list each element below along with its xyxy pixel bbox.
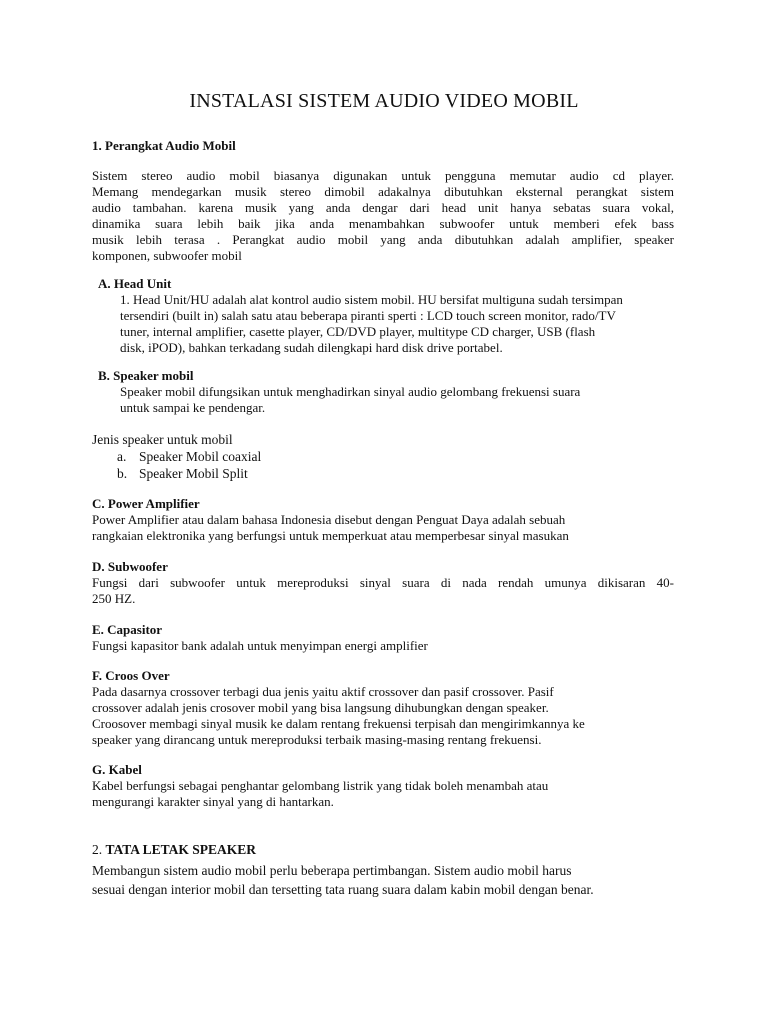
croos-over-heading: F. Croos Over	[92, 668, 170, 683]
croos-over-body	[92, 684, 585, 748]
section2-body	[92, 861, 594, 899]
body-line: Membangun sistem audio mobil perlu beberapa pertimbangan. Sistem audio mobil harus	[92, 863, 572, 878]
body-line: Fungsi kapasitor bank adalah untuk menyimpan energi amplifier	[92, 638, 428, 653]
body-line: rangkaian elektronika yang berfungsi untuk memperkuat atau memperbesar sinyal masukan	[92, 528, 569, 543]
head-unit-heading: A. Head Unit	[98, 276, 172, 291]
body-line: tuner, internal amplifier, casette player, CD/DVD player, multitype CD charger, USB (flash	[120, 324, 596, 339]
paragraph-line: Sistem stereo audio mobil biasanya digunakan untuk pengguna memutar audio cd player.	[92, 168, 674, 183]
body-line: untuk sampai ke pendengar.	[120, 400, 266, 415]
power-amplifier-heading: C. Power Amplifier	[92, 496, 200, 511]
section1-heading: 1. Perangkat Audio Mobil	[92, 138, 236, 153]
speaker-mobil-body	[120, 384, 580, 416]
list-marker: b.	[117, 466, 128, 481]
paragraph-line: audio tambahan. karena musik yang anda dengar dari head unit hanya sebatas suara vokal,	[92, 200, 674, 215]
jenis-speaker-intro: Jenis speaker untuk mobil	[92, 432, 233, 447]
body-line: Croosover membagi sinyal musik ke dalam rentang frekuensi terpisah dan mengirimkannya ke	[92, 716, 585, 731]
paragraph-line: dinamika suara lebih baik jika anda menambahkan subwoofer untuk memberi efek bass	[92, 216, 674, 231]
body-line: crossover adalah jenis crosover mobil yang bisa langsung dihubungkan dengan speaker.	[92, 700, 549, 715]
body-line: 1. Head Unit/HU adalah alat kontrol audio sistem mobil. HU bersifat multiguna sudah tersimpan	[120, 292, 623, 307]
list-marker: a.	[117, 449, 127, 464]
paragraph-line: komponen, subwoofer mobil	[92, 248, 242, 263]
section1-paragraph	[92, 168, 674, 264]
kabel-body	[92, 778, 548, 810]
body-line: Pada dasarnya crossover terbagi dua jenis yaitu aktif crossover dan pasif crossover. Pasif	[92, 684, 554, 699]
body-line: 250 HZ.	[92, 591, 136, 606]
body-line: speaker yang dirancang untuk mereproduksi terbaik masing-masing rentang frekuensi.	[92, 732, 542, 747]
paragraph-line: musik lebih terasa . Perangkat audio mobil yang anda dibutuhkan adalah amplifier, speaker	[92, 232, 674, 247]
list-item	[117, 466, 248, 482]
body-line: Speaker mobil difungsikan untuk menghadirkan sinyal audio gelombang frekuensi suara	[120, 384, 581, 399]
list-text: Speaker Mobil coaxial	[139, 449, 262, 464]
list-item	[117, 449, 261, 465]
paragraph-line: Memang mendegarkan musik stereo dimobil adakalnya dibutuhkan eksternal perangkat sistem	[92, 184, 674, 199]
body-line: Kabel berfungsi sebagai penghantar gelombang listrik yang tidak boleh menambah atau	[92, 778, 549, 793]
power-amplifier-body	[92, 512, 569, 544]
section2-heading	[92, 842, 256, 858]
body-line: tersendiri (built in) salah satu atau beberapa piranti sperti : LCD touch screen monitor, rado/TV	[120, 308, 616, 323]
body-line: Fungsi dari subwoofer untuk mereproduksi sinyal suara di nada rendah umunya dikisaran 40-	[92, 575, 674, 590]
body-line: Power Amplifier atau dalam bahasa Indonesia disebut dengan Penguat Daya adalah sebuah	[92, 512, 566, 527]
body-line: sesuai dengan interior mobil dan tersetting tata ruang suara dalam kabin mobil dengan benar.	[92, 882, 594, 897]
document-title: INSTALASI SISTEM AUDIO VIDEO MOBIL	[189, 90, 579, 112]
speaker-mobil-heading: B. Speaker mobil	[98, 368, 194, 383]
subwoofer-body	[92, 575, 674, 607]
section2-title: TATA LETAK SPEAKER	[105, 842, 257, 857]
list-text: Speaker Mobil Split	[139, 466, 248, 481]
body-line: disk, iPOD), bahkan terkadang sudah dilengkapi hard disk drive portabel.	[120, 340, 503, 355]
capasitor-body	[92, 638, 428, 654]
kabel-heading: G. Kabel	[92, 762, 142, 777]
subwoofer-heading: D. Subwoofer	[92, 559, 168, 574]
head-unit-body	[120, 292, 623, 356]
body-line: mengurangi karakter sinyal yang di hantarkan.	[92, 794, 334, 809]
section2-number: 2.	[92, 842, 103, 857]
capasitor-heading: E. Capasitor	[92, 622, 163, 637]
